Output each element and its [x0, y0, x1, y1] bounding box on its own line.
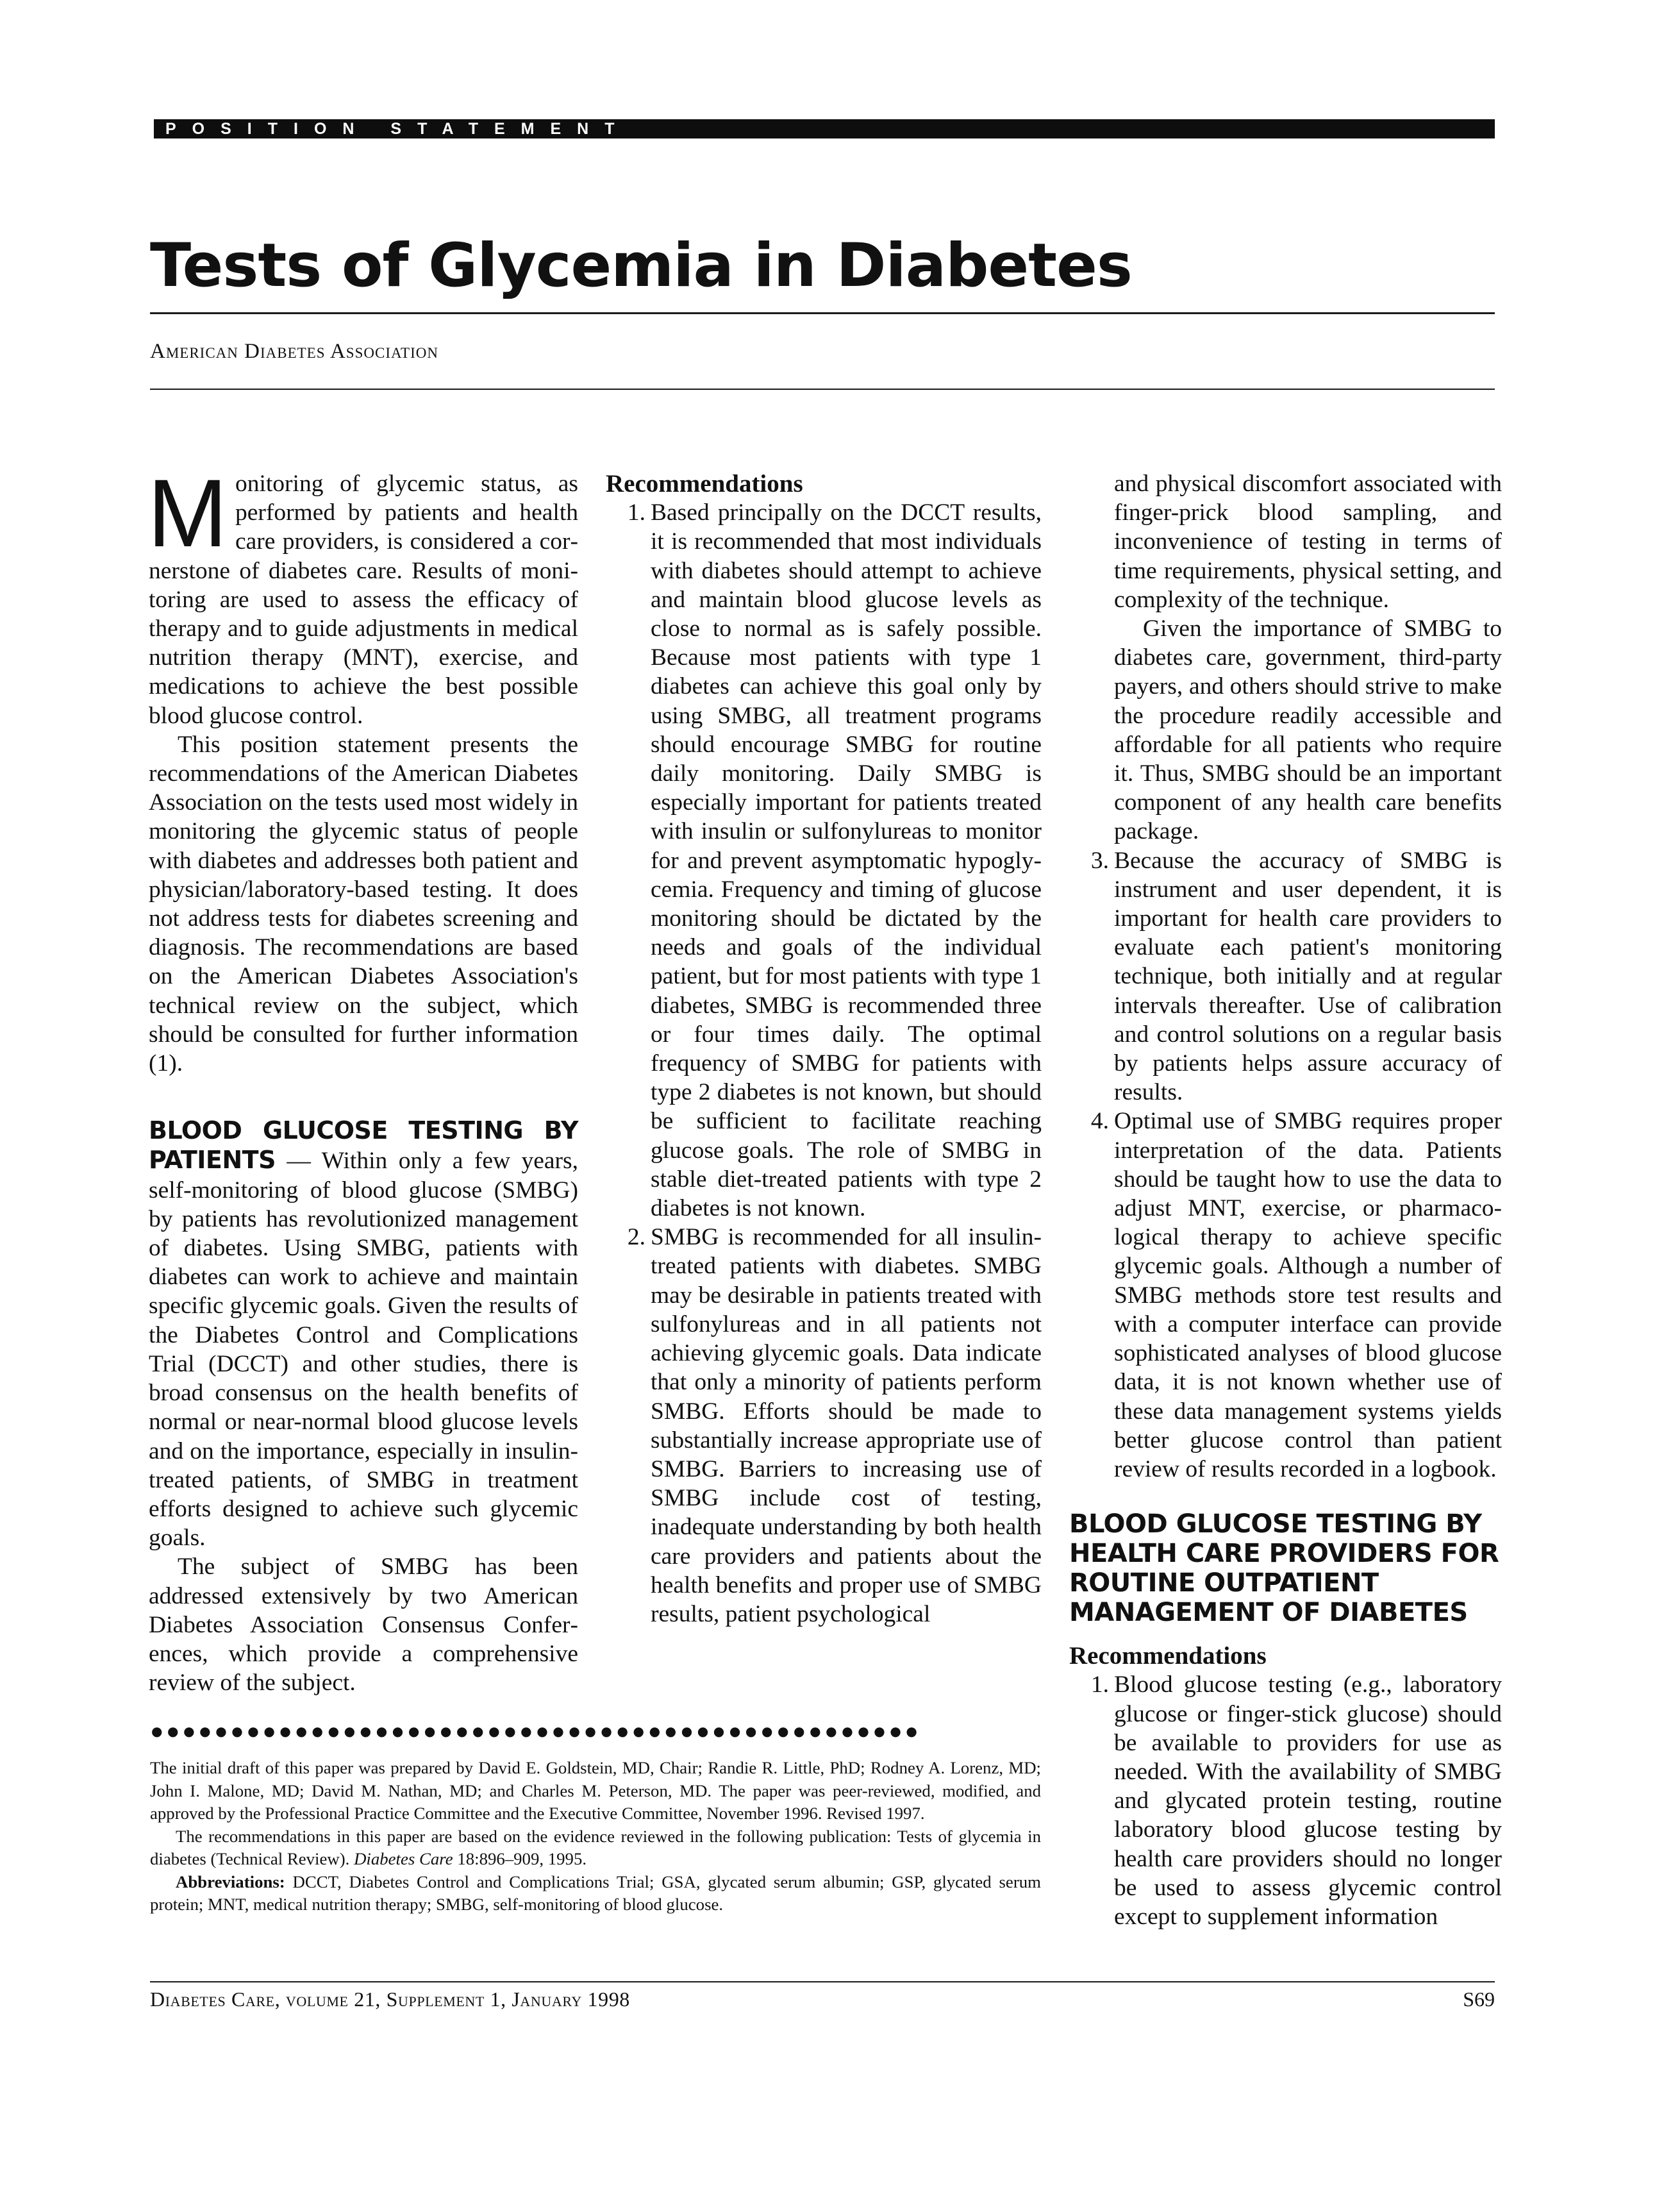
drop-cap: M: [147, 459, 228, 567]
item-number: 2.: [627, 1224, 645, 1251]
footnote-authors: The initial draft of this paper was prepared by David E. Goldstein, MD, Chair; Randie R. Little, PhD; Rodney A. Lorenz, MD; John I. Malone, MD; David M. Nathan, MD; and Charles M. Peterson, MD. The paper was peer-reviewed, modified, and approved by the Professional Practice Committee and the Executive Committee, November 1996. Revised 1997.: [150, 1758, 1041, 1823]
recommendation-item: [1069, 846, 1502, 1107]
heading-dash: —: [275, 1148, 322, 1175]
spacer: [1069, 1627, 1502, 1641]
author-line: American Diabetes Association: [150, 340, 438, 363]
item-text: Based principally on the DCCT results, it is recommended that most individuals with diabetes should attempt to achieve and maintain blood glucose levels as close to normal as is safely possible. Because most patients with type 1 diabetes can achieve this goal only by using SMBG, all treatment programs should encourage SMBG for routine daily monitoring. Daily SMBG is especially important for patients treated with insulin or sulfonylureas to monitor for and prevent asymptomatic hypoglycemia. Frequency and timing of glucose monitoring should be dictated by the needs and goals of the individual patient, but for most patients with type 1 diabetes, SMBG is recommended three or four times daily. The optimal frequency of SMBG for patients with type 2 diabetes is not known, but should be sufficient to facilitate reaching glucose goals. The role of SMBG in stable diet-treated patients with type 2 diabetes is not known.: [651, 499, 1042, 1222]
journal-citation: Diabetes Care, volume 21, Supplement 1, January 1998: [150, 1988, 630, 2011]
journal-name: Diabetes Care: [354, 1849, 453, 1868]
item-text: Because the accuracy of SMBG is instrument and user dependent, it is important for health care providers to evaluate each patient's monitoring technique, both initially and at regular intervals thereafter. Use of calibration and control solutions on a regular basis by patients helps assure accuracy of results.: [1114, 847, 1502, 1106]
title-rule: [150, 312, 1495, 314]
column-1: [147, 459, 579, 1697]
recommendation-item: [606, 498, 1042, 1223]
intro-text: onitoring of glycemic status, as performed by patients and health care providers, is considered a cornerstone of diabetes care. Results of monitoring are used to assess the efficacy of therapy and to guide adjustments in medical nutrition therapy (MNT), exercise, and medications to achieve the best possible blood glucose control.: [149, 471, 578, 729]
recommendations-heading: Recommendations: [606, 470, 803, 498]
recommendations-list-2: [1069, 1670, 1502, 1931]
column-3: [1069, 469, 1502, 1931]
abbreviations-text: DCCT, Diabetes Control and Complications Trial; GSA, glycated serum albumin; GSP, glycated serum protein; MNT, medical nutrition therapy; SMBG, self-monitoring of blood glucose.: [150, 1872, 1041, 1914]
item-number: 1.: [1090, 1672, 1109, 1698]
footer-rule: [150, 1981, 1495, 1982]
section-1-paragraph-1: [149, 1116, 578, 1552]
item-number: 4.: [1090, 1108, 1109, 1135]
footnote-citation: 18:896–909, 1995.: [453, 1849, 587, 1868]
banner-label: POSITION STATEMENT: [165, 120, 631, 138]
recommendations-heading-2: Recommendations: [1069, 1642, 1267, 1670]
footnote-abbreviations: [150, 1871, 1041, 1916]
footnote-source-text: The recommendations in this paper are based on the evidence reviewed in the following publication: Tests of glycemia in diabetes (Technical Review).: [150, 1826, 1041, 1868]
article-title: Tests of Glycemia in Diabetes: [150, 231, 1132, 301]
author-rule: [150, 389, 1495, 390]
item-text: and physical discomfort associated with finger-prick blood sampling, and inconvenience of testing in terms of time requirements, physical setting, and complexity of the technique.: [1114, 471, 1502, 613]
abbreviations-label: Abbreviations:: [176, 1872, 285, 1891]
section-1-text: Within only a few years, self-monitoring of blood glucose (SMBG) by patients has revolutionized management of diabetes. Using SMBG, patients with diabetes can work to achieve and maintain specific glycemic goals. Given the results of the Diabetes Control and Complications Trial (DCCT) and other studies, there is broad consensus on the health benefits of normal or near-normal blood glucose levels and on the importance, especially in insulin-treated patients, of SMBG in treatment efforts designed to achieve such glycemic goals.: [149, 1148, 579, 1552]
dotted-separator: ●●●●●●●●●●●●●●●●●●●●●●●●●●●●●●●●●●●●●●●●●●●●●●●●: [151, 1725, 922, 1738]
paragraph-2: This position statement presents the recommendations of the American Diabetes Association on the tests used most widely in monitoring the glycemic status of people with diabetes and addresses both patient and physician/laboratory-based testing. It does not address tests for diabetes screening and diagnosis. The recommendations are based on the American Diabetes Association's technical review on the subject, which should be consulted for further information (1).: [149, 731, 578, 1077]
column-2: [606, 469, 1042, 1629]
section-1-paragraph-2: The subject of SMBG has been addressed extensively by two American Diabetes Association Consensus Conferences, which provide a comprehensive review of the subject.: [149, 1554, 578, 1697]
item-text: Optimal use of SMBG requires proper interpretation of the data. Patients should be taught how to use the data to adjust MNT, exercise, or pharmacological therapy to achieve specific glycemic goals. Although a number of SMBG methods store test results and with a computer interface can provide sophisticated analyses of blood glucose data, it is not known whether use of these data management systems yields better glucose control than patient review of results recorded in a logbook.: [1114, 1108, 1502, 1482]
recommendation-item: [1069, 1107, 1502, 1484]
item-number: 1.: [627, 499, 645, 526]
item-text: Given the importance of SMBG to diabetes care, government, third-party payers, and others should strive to make the procedure readily accessible and affordable for all patients who require it. Thus, SMBG should be an important component of any health care benefits package.: [1114, 616, 1502, 845]
section-2-heading: BLOOD GLUCOSE TESTING BY HEALTH CARE PROVIDERS FOR ROUTINE OUTPATIENT MANAGEMENT OF DIABETES: [1069, 1509, 1499, 1628]
recommendation-item-continued: [1069, 469, 1502, 846]
spacer: [149, 1078, 578, 1116]
recommendation-item: [1069, 1670, 1502, 1931]
footnotes: [150, 1757, 1041, 1916]
recommendations-list-continued: [1069, 469, 1502, 1484]
intro-paragraph: [147, 459, 578, 730]
footnote-source: [150, 1825, 1041, 1871]
item-number: 3.: [1090, 847, 1109, 874]
page-number: S69: [1463, 1988, 1495, 2011]
item-text: SMBG is recommended for all insulin-treated patients with diabetes. SMBG may be desirable in patients treated with sulfonylureas and in all patients not achieving glycemic goals. Data indicate that only a minority of patients perform SMBG. Efforts should be made to substantially increase appropriate use of SMBG. Barriers to increasing use of SMBG include cost of testing, inadequate understanding by both health care providers and patients about the health benefits and proper use of SMBG results, patient psychological: [651, 1224, 1042, 1627]
item-text: Blood glucose testing (e.g., laboratory glucose or finger-stick glucose) should be available to providers for use as needed. With the availability of SMBG and glycated protein testing, routine laboratory blood glucose testing by health care providers should no longer be used to assess glycemic control except to supplement information: [1114, 1672, 1502, 1930]
section-1-heading: BLOOD GLUCOSE TESTING BY PATIENTS: [149, 1116, 578, 1175]
recommendation-item: [606, 1223, 1042, 1629]
recommendations-list: [606, 498, 1042, 1629]
